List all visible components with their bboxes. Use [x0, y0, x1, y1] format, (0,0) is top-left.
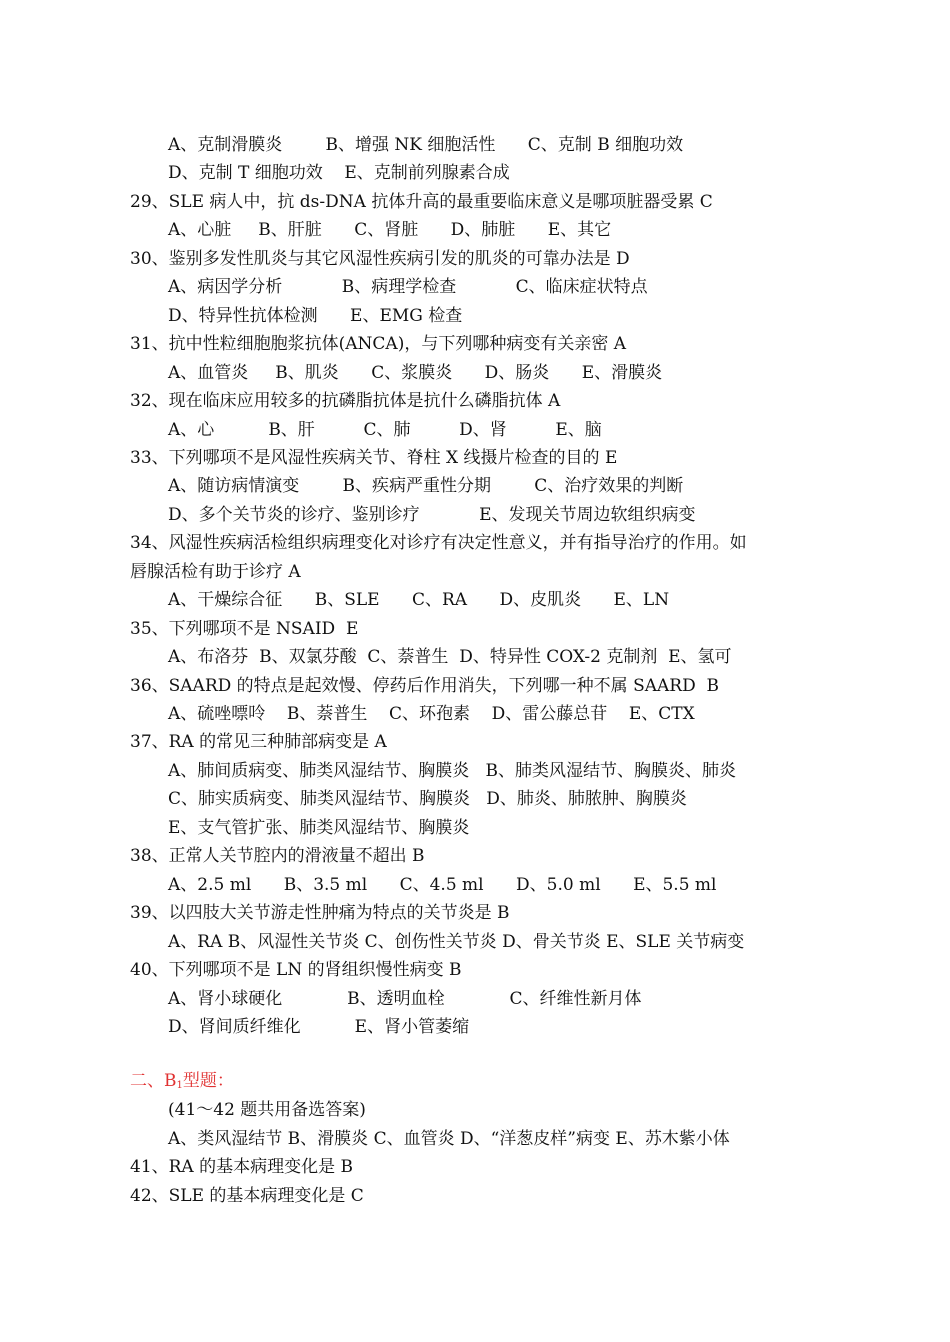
option-line: A、硫唑嘌呤 B、萘普生 C、环孢素 D、雷公藤总苷 E、CTX [168, 704, 695, 724]
option-line: A、克制滑膜炎 B、增强 NK 细胞活性 C、克制 B 细胞功效 [168, 135, 684, 155]
question-line: 41、RA 的基本病理变化是 B [130, 1157, 354, 1177]
option-line: D、克制 T 细胞功效 E、克制前列腺素合成 [168, 163, 510, 184]
option-line: A、心 B、肝 C、肺 D、肾 E、脑 [168, 419, 602, 440]
section-heading [130, 1070, 234, 1097]
section-suffix: 型题： [182, 1071, 234, 1091]
option-line: E、支气管扩张、肺类风湿结节、胸膜炎 [168, 817, 470, 838]
question-line: 37、RA 的常见三种肺部病变是 A [130, 732, 387, 753]
option-line: D、特异性抗体检测 E、EMG 检查 [168, 305, 463, 326]
option-line: (41～42 题共用备选答案) [168, 1100, 366, 1120]
option-line: A、随访病情演变 B、疾病严重性分期 C、治疗效果的判断 [168, 476, 684, 497]
option-line: D、肾间质纤维化 E、肾小管萎缩 [168, 1016, 470, 1037]
option-line: A、2.5 ml B、3.5 ml C、4.5 ml D、5.0 ml E、5.5 ml [168, 874, 717, 895]
option-line: A、类风湿结节 B、滑膜炎 C、血管炎 D、“洋葱皮样”病变 E、苏木紫小体 [168, 1128, 730, 1149]
question-line: 40、下列哪项不是 LN 的肾组织慢性病变 B [130, 960, 462, 981]
question-line: 36、SAARD 的特点是起效慢、停药后作用消失，下列哪一种不属 SAARD B [130, 675, 719, 696]
question-line: 33、下列哪项不是风湿性疾病关节、脊柱 X 线摄片检查的目的 E [130, 447, 618, 468]
question-line: 34、风湿性疾病活检组织病理变化对诊疗有决定性意义，并有指导治疗的作用。如 [130, 533, 747, 554]
question-line: 38、正常人关节腔内的滑液量不超出 B [130, 846, 425, 867]
option-line: A、干燥综合征 B、SLE C、RA D、皮肌炎 E、LN [168, 590, 670, 611]
question-line: 42、SLE 的基本病理变化是 C [130, 1185, 364, 1206]
option-line: A、肾小球硬化 B、透明血栓 C、纤维性新月体 [168, 988, 642, 1009]
option-line: A、病因学分析 B、病理学检查 C、临床症状特点 [168, 277, 648, 298]
option-line: A、心脏 B、肝脏 C、肾脏 D、肺脏 E、其它 [168, 220, 612, 241]
section-subscript: 1 [176, 1080, 183, 1091]
question-line: 39、以四肢大关节游走性肿痛为特点的关节炎是 B [130, 903, 510, 924]
option-line: C、肺实质病变、肺类风湿结节、胸膜炎 D、肺炎、肺脓肿、胸膜炎 [168, 789, 687, 810]
question-line: 35、下列哪项不是 NSAID E [130, 618, 359, 639]
question-line: 29、SLE 病人中，抗 ds-DNA 抗体升高的最重要临床意义是哪项脏器受累 C [130, 191, 713, 212]
option-line: A、肺间质病变、肺类风湿结节、胸膜炎 B、肺类风湿结节、胸膜炎、肺炎 [168, 760, 736, 781]
section-prefix: 二、B [130, 1071, 177, 1091]
question-line: 31、抗中性粒细胞胞浆抗体(ANCA)，与下列哪种病变有关亲密 A [130, 334, 627, 355]
question-line: 唇腺活检有助于诊疗 A [130, 561, 301, 582]
option-line: A、血管炎 B、肌炎 C、浆膜炎 D、肠炎 E、滑膜炎 [168, 362, 663, 383]
question-line: 30、鉴别多发性肌炎与其它风湿性疾病引发的肌炎的可靠办法是 D [130, 248, 630, 269]
option-line: A、RA B、风湿性关节炎 C、创伤性关节炎 D、骨关节炎 E、SLE 关节病变 [168, 931, 745, 952]
option-line: A、布洛芬 B、双氯芬酸 C、萘普生 D、特异性 COX-2 克制剂 E、氢可 [168, 647, 732, 668]
option-line: D、多个关节炎的诊疗、鉴别诊疗 E、发现关节周边软组织病变 [168, 504, 696, 525]
question-line: 32、现在临床应用较多的抗磷脂抗体是抗什么磷脂抗体 A [130, 391, 561, 412]
